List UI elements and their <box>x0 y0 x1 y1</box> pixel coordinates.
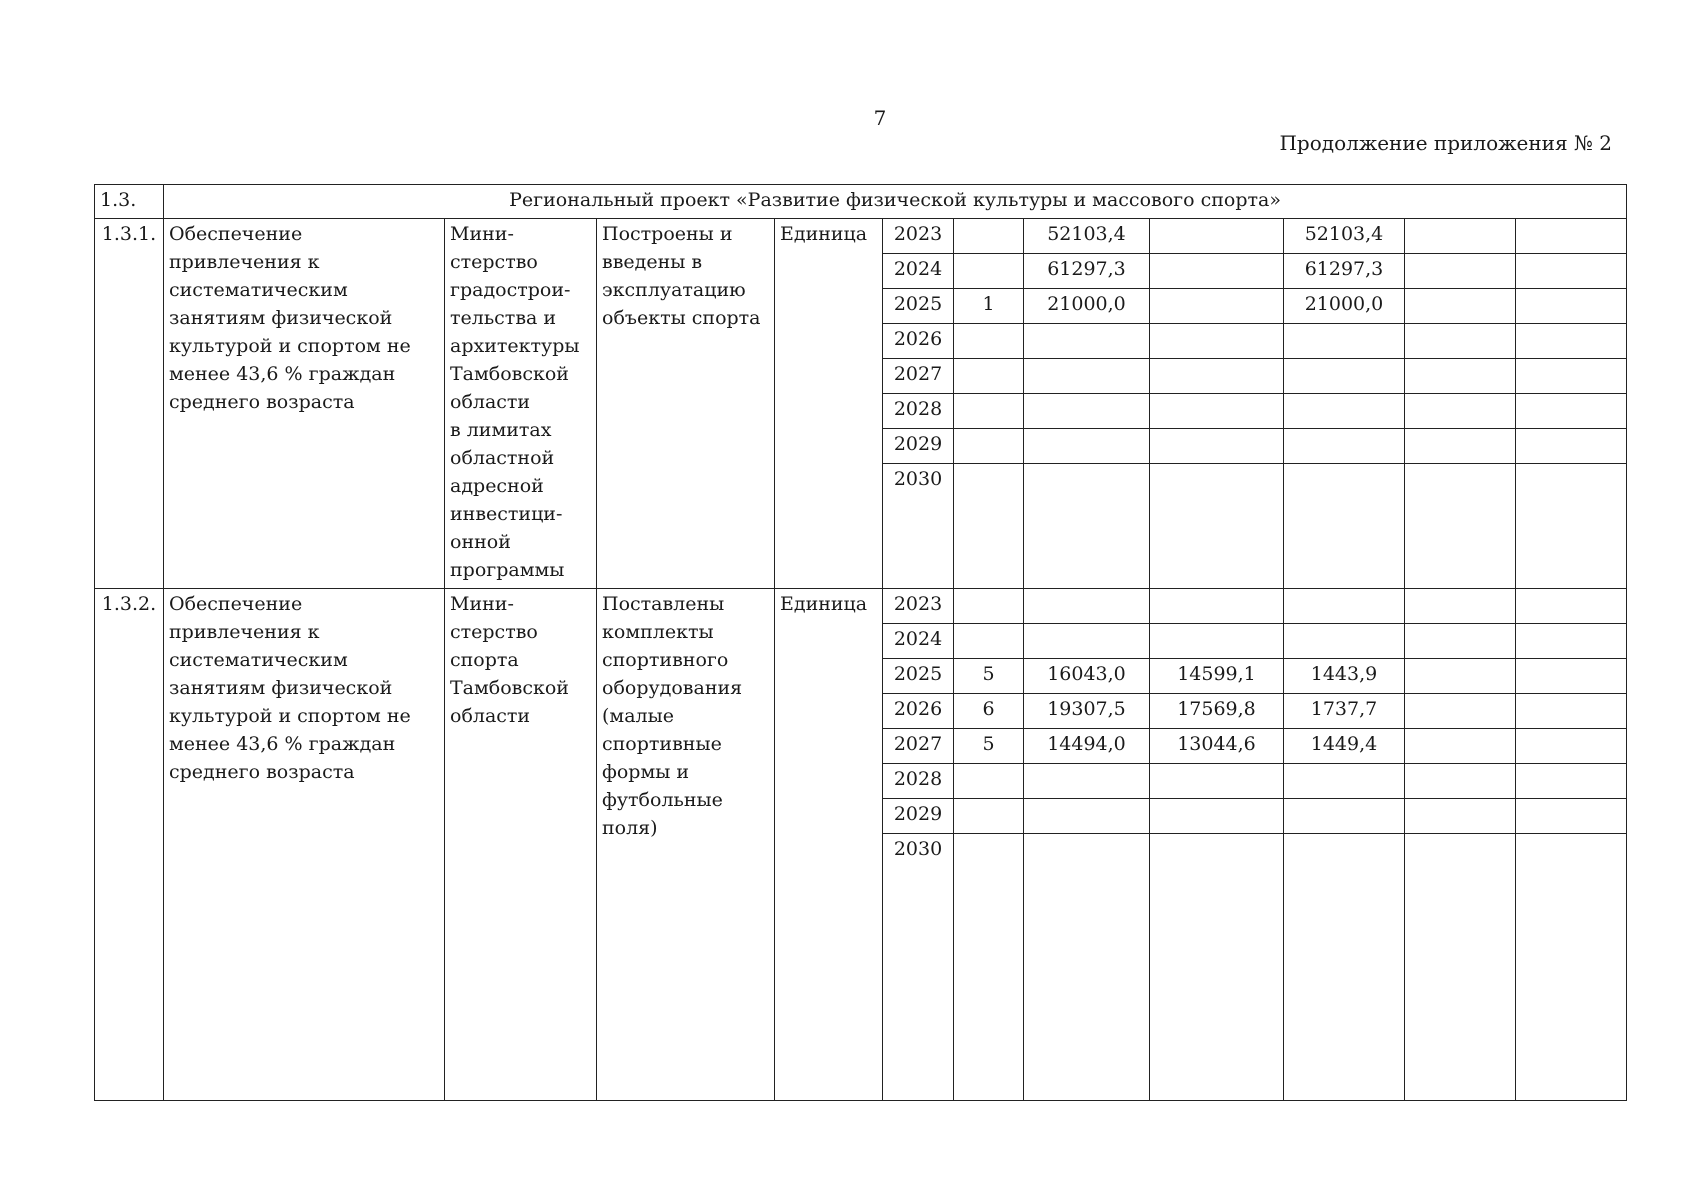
year-cell: 2029 <box>883 429 954 464</box>
total-cell <box>1024 394 1150 429</box>
total-cell: 52103,4 <box>1024 219 1150 254</box>
qty-cell <box>954 324 1024 359</box>
local-cell <box>1405 464 1516 589</box>
year-cell: 2025 <box>883 659 954 694</box>
local-cell <box>1405 324 1516 359</box>
federal-cell <box>1150 219 1284 254</box>
other-cell <box>1516 219 1627 254</box>
local-cell <box>1405 289 1516 324</box>
federal-cell: 14599,1 <box>1150 659 1284 694</box>
qty-cell: 5 <box>954 659 1024 694</box>
measure-result: Поставлены комплекты спортивного оборудования (малые спортивные формы и футбольные поля) <box>597 589 775 1101</box>
local-cell <box>1405 694 1516 729</box>
federal-cell <box>1150 429 1284 464</box>
program-table <box>94 184 1627 1101</box>
federal-cell <box>1150 254 1284 289</box>
measure-number: 1.3.2. <box>95 589 164 1101</box>
qty-cell: 1 <box>954 289 1024 324</box>
regional-cell: 1737,7 <box>1284 694 1405 729</box>
qty-cell <box>954 799 1024 834</box>
other-cell <box>1516 254 1627 289</box>
federal-cell <box>1150 624 1284 659</box>
regional-cell: 21000,0 <box>1284 289 1405 324</box>
regional-cell <box>1284 429 1405 464</box>
qty-cell: 5 <box>954 729 1024 764</box>
qty-cell <box>954 764 1024 799</box>
local-cell <box>1405 589 1516 624</box>
qty-cell <box>954 359 1024 394</box>
local-cell <box>1405 429 1516 464</box>
year-row <box>95 589 1627 624</box>
year-cell: 2028 <box>883 764 954 799</box>
total-cell <box>1024 799 1150 834</box>
local-cell <box>1405 254 1516 289</box>
other-cell <box>1516 729 1627 764</box>
measure-executor: Мини- стерство градострои- тельства и архитектуры Тамбовской области в лимитах областной адресной инвестици- онной программы <box>445 219 597 589</box>
measure-number: 1.3.1. <box>95 219 164 589</box>
measure-executor: Мини- стерство спорта Тамбовской области <box>445 589 597 1101</box>
regional-cell <box>1284 834 1405 1101</box>
year-cell: 2024 <box>883 254 954 289</box>
regional-cell: 1449,4 <box>1284 729 1405 764</box>
qty-cell <box>954 624 1024 659</box>
regional-cell <box>1284 799 1405 834</box>
year-cell: 2023 <box>883 219 954 254</box>
section-title: Региональный проект «Развитие физической культуры и массового спорта» <box>164 185 1627 219</box>
regional-cell: 61297,3 <box>1284 254 1405 289</box>
federal-cell <box>1150 324 1284 359</box>
measure-description: Обеспечение привлечения к систематическим занятиям физической культурой и спортом не менее 43,6 % граждан среднего возраста <box>164 589 445 1101</box>
year-cell: 2025 <box>883 289 954 324</box>
total-cell: 61297,3 <box>1024 254 1150 289</box>
total-cell: 14494,0 <box>1024 729 1150 764</box>
qty-cell <box>954 219 1024 254</box>
federal-cell <box>1150 394 1284 429</box>
other-cell <box>1516 694 1627 729</box>
federal-cell <box>1150 359 1284 394</box>
page-number: 7 <box>873 106 887 130</box>
federal-cell <box>1150 764 1284 799</box>
measure-result: Построены и введены в эксплуатацию объекты спорта <box>597 219 775 589</box>
total-cell <box>1024 834 1150 1101</box>
federal-cell <box>1150 799 1284 834</box>
total-cell: 16043,0 <box>1024 659 1150 694</box>
local-cell <box>1405 729 1516 764</box>
regional-cell <box>1284 589 1405 624</box>
regional-cell <box>1284 324 1405 359</box>
local-cell <box>1405 219 1516 254</box>
regional-cell <box>1284 764 1405 799</box>
total-cell <box>1024 764 1150 799</box>
regional-cell <box>1284 394 1405 429</box>
other-cell <box>1516 429 1627 464</box>
total-cell: 19307,5 <box>1024 694 1150 729</box>
other-cell <box>1516 359 1627 394</box>
total-cell <box>1024 589 1150 624</box>
year-cell: 2030 <box>883 834 954 1101</box>
year-cell: 2027 <box>883 359 954 394</box>
federal-cell <box>1150 464 1284 589</box>
section-row <box>95 185 1627 219</box>
measure-description: Обеспечение привлечения к систематическим занятиям физической культурой и спортом не менее 43,6 % граждан среднего возраста <box>164 219 445 589</box>
federal-cell: 13044,6 <box>1150 729 1284 764</box>
regional-cell <box>1284 624 1405 659</box>
total-cell <box>1024 359 1150 394</box>
year-cell: 2023 <box>883 589 954 624</box>
year-cell: 2028 <box>883 394 954 429</box>
federal-cell: 17569,8 <box>1150 694 1284 729</box>
measure-unit: Единица <box>775 219 883 589</box>
other-cell <box>1516 799 1627 834</box>
total-cell <box>1024 464 1150 589</box>
year-cell: 2024 <box>883 624 954 659</box>
regional-cell <box>1284 359 1405 394</box>
section-number: 1.3. <box>95 185 164 219</box>
qty-cell <box>954 254 1024 289</box>
other-cell <box>1516 464 1627 589</box>
regional-cell <box>1284 464 1405 589</box>
other-cell <box>1516 624 1627 659</box>
qty-cell: 6 <box>954 694 1024 729</box>
local-cell <box>1405 624 1516 659</box>
total-cell: 21000,0 <box>1024 289 1150 324</box>
year-cell: 2030 <box>883 464 954 589</box>
appendix-note: Продолжение приложения № 2 <box>1279 131 1612 155</box>
qty-cell <box>954 589 1024 624</box>
local-cell <box>1405 764 1516 799</box>
total-cell <box>1024 429 1150 464</box>
local-cell <box>1405 394 1516 429</box>
year-cell: 2026 <box>883 694 954 729</box>
measure-unit: Единица <box>775 589 883 1101</box>
other-cell <box>1516 324 1627 359</box>
other-cell <box>1516 289 1627 324</box>
other-cell <box>1516 834 1627 1101</box>
total-cell <box>1024 324 1150 359</box>
total-cell <box>1024 624 1150 659</box>
local-cell <box>1405 834 1516 1101</box>
year-cell: 2029 <box>883 799 954 834</box>
other-cell <box>1516 659 1627 694</box>
qty-cell <box>954 834 1024 1101</box>
qty-cell <box>954 464 1024 589</box>
regional-cell: 1443,9 <box>1284 659 1405 694</box>
regional-cell: 52103,4 <box>1284 219 1405 254</box>
year-row <box>95 219 1627 254</box>
local-cell <box>1405 659 1516 694</box>
local-cell <box>1405 359 1516 394</box>
year-cell: 2026 <box>883 324 954 359</box>
other-cell <box>1516 394 1627 429</box>
qty-cell <box>954 429 1024 464</box>
federal-cell <box>1150 589 1284 624</box>
year-cell: 2027 <box>883 729 954 764</box>
federal-cell <box>1150 834 1284 1101</box>
federal-cell <box>1150 289 1284 324</box>
local-cell <box>1405 799 1516 834</box>
qty-cell <box>954 394 1024 429</box>
other-cell <box>1516 764 1627 799</box>
other-cell <box>1516 589 1627 624</box>
